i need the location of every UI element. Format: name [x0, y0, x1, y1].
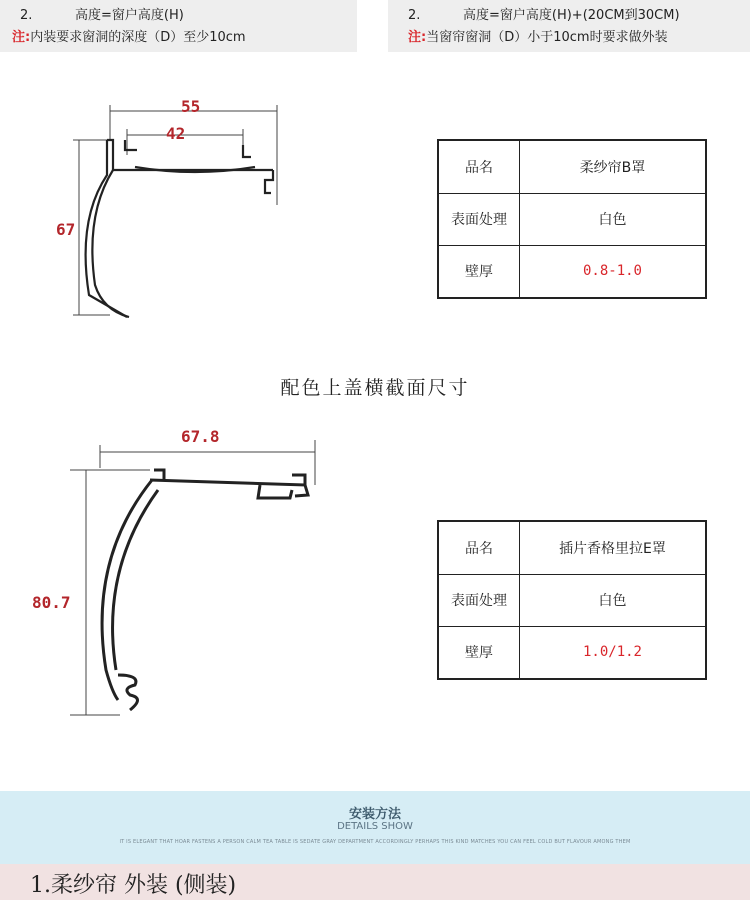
table-row [438, 245, 706, 298]
note-left-prefix: 注: [12, 30, 31, 45]
note-right-prefix: 注: [408, 30, 427, 45]
table-row [438, 521, 706, 574]
table-value-name: 插片香格里拉E罩 [520, 521, 707, 574]
banner-tagline: IT IS ELEGANT THAT HOAR FASTENS A PERSON CALM TEA TABLE IS SEDATE GRAY DEPARTMENT ACCORDINGLY PERHAPS THIS KIND MATCHES YOU CAN FEEL COLD BUT FLAVOUR AMONG THEM [119, 839, 631, 845]
install-method-banner [0, 791, 750, 864]
spec-table-e-cover [437, 520, 707, 680]
dim-top-55: 55 [181, 97, 201, 116]
table-label-thickness: 壁厚 [438, 245, 520, 298]
note-left-height: 高度=窗户高度(H) [75, 8, 184, 23]
table-value-thickness: 1.0/1.2 [520, 626, 707, 679]
table-value-surface: 白色 [520, 193, 707, 245]
table-label-surface: 表面处理 [438, 193, 520, 245]
table-value-thickness: 0.8-1.0 [520, 245, 707, 298]
table-label-thickness: 壁厚 [438, 626, 520, 679]
dim-inner-42: 42 [166, 124, 186, 143]
spec-table-b-cover [437, 139, 707, 299]
dim-top-67-8: 67.8 [181, 427, 220, 446]
note-left [0, 0, 357, 52]
table-row [438, 626, 706, 679]
dim-left-67: 67 [56, 220, 76, 239]
bottom-heading: 1.柔纱帘 外装 (侧装) [30, 873, 237, 898]
dim-left-80-7: 80.7 [32, 593, 71, 612]
table-row [438, 574, 706, 626]
section-title: 配色上盖横截面尺寸 [280, 377, 470, 399]
table-row [438, 193, 706, 245]
note-left-text: 内装要求窗洞的深度（D）至少10cm [30, 30, 246, 45]
profile-e-cover-drawing [60, 430, 330, 725]
table-row [438, 140, 706, 193]
note-right [388, 0, 750, 52]
banner-title: 安装方法 [348, 807, 401, 822]
note-left-number: 2. [20, 8, 33, 23]
note-right-height: 高度=窗户高度(H)+(20CM到30CM) [463, 8, 680, 23]
table-value-surface: 白色 [520, 574, 707, 626]
note-right-number: 2. [408, 8, 421, 23]
banner-subtitle: DETAILS SHOW [337, 821, 413, 832]
note-right-text: 当窗帘窗洞（D）小于10cm时要求做外装 [426, 30, 668, 45]
bottom-heading-bar [0, 864, 750, 900]
table-label-surface: 表面处理 [438, 574, 520, 626]
table-label-name: 品名 [438, 140, 520, 193]
table-label-name: 品名 [438, 521, 520, 574]
table-value-name: 柔纱帘B罩 [520, 140, 707, 193]
